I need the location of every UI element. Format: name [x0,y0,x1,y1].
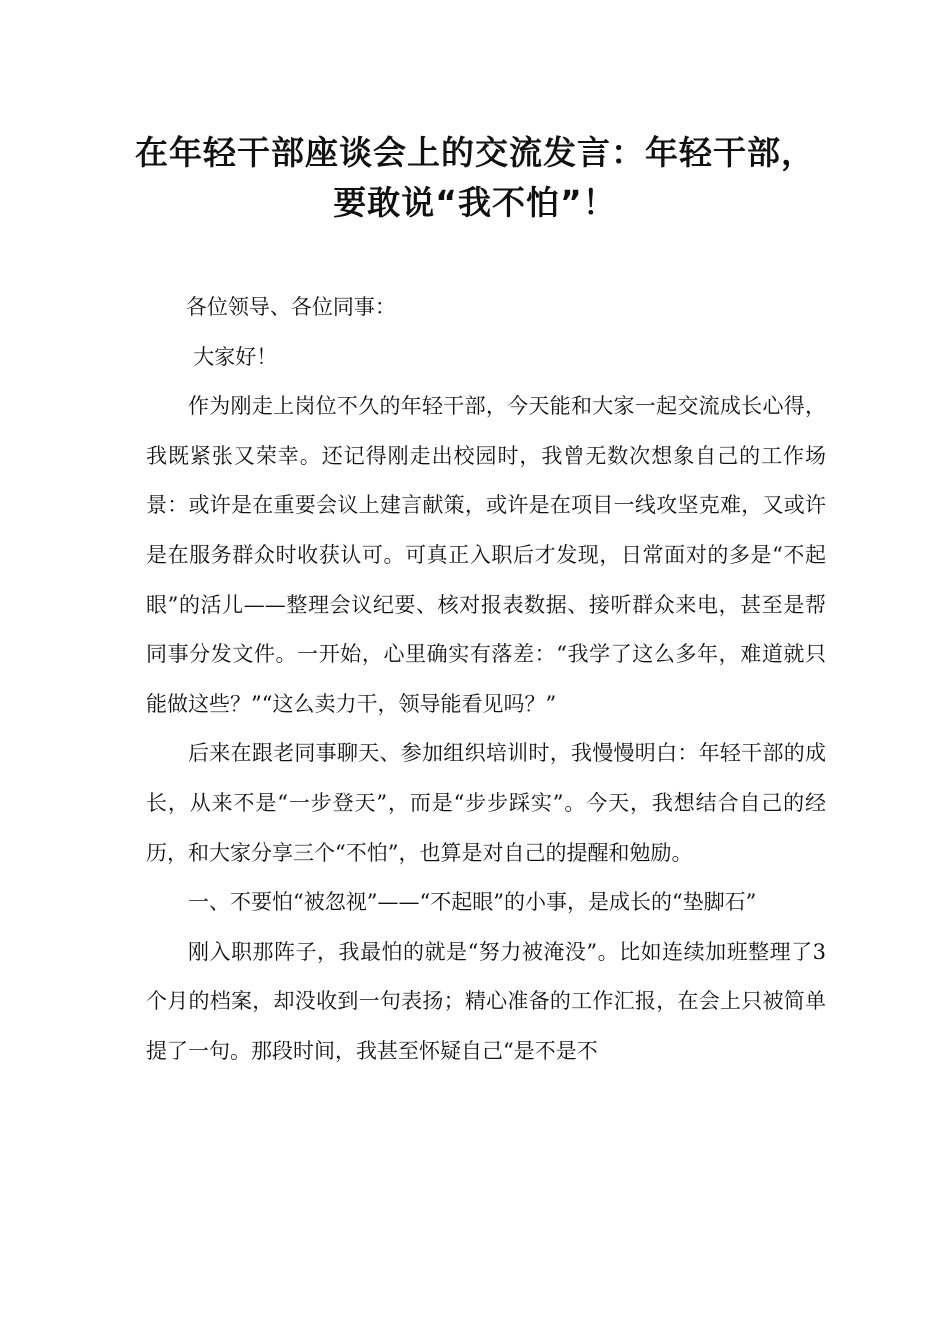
salutation-paragraph: 各位领导、各位同事： [185,295,396,319]
section-heading: 一、不要怕“被忽视”——“不起眼”的小事，是成长的“垫脚石” [188,890,757,915]
body-paragraph: 作为刚走上岗位不久的年轻干部，今天能和大家一起交流成长心得，我既紧张又荣幸。还记得刚走出校园时，我曾无数次想象自己的工作场景：或许是在重要会议上建言献策，或许是在项目一线攻坚克难，又或许是在服务群众时收获认可。可真正入职后才发现，日常面对的多是“不起眼”的活儿——整理会议纪要、核对报表数据、接听群众来电，甚至是帮同事分发文件。一开始，心里确实有落差：“我学了这么多年，难道就只能做这些？”“这么卖力干，领导能看见吗？” [146,394,826,716]
document-body [146,283,826,1077]
body-paragraph: 后来在跟老同事聊天、参加组织培训时，我慢慢明白：年轻干部的成长，从来不是“一步登天”，而是“步步踩实”。今天，我想结合自己的经历，和大家分享三个“不怕”，也算是对自己的提醒和勉励。 [146,741,826,865]
greeting-paragraph: 大家好！ [193,344,278,369]
body-paragraph: 刚入职那阵子，我最怕的就是“努力被淹没”。比如连续加班整理了3个月的档案，却没收到一句表扬；精心准备的工作汇报，在会上只被简单提了一句。那段时间，我甚至怀疑自己“是不是不 [146,939,826,1063]
document-title: 在年轻干部座谈会上的交流发言：年轻干部，要敢说“我不怕”！ [135,133,815,222]
